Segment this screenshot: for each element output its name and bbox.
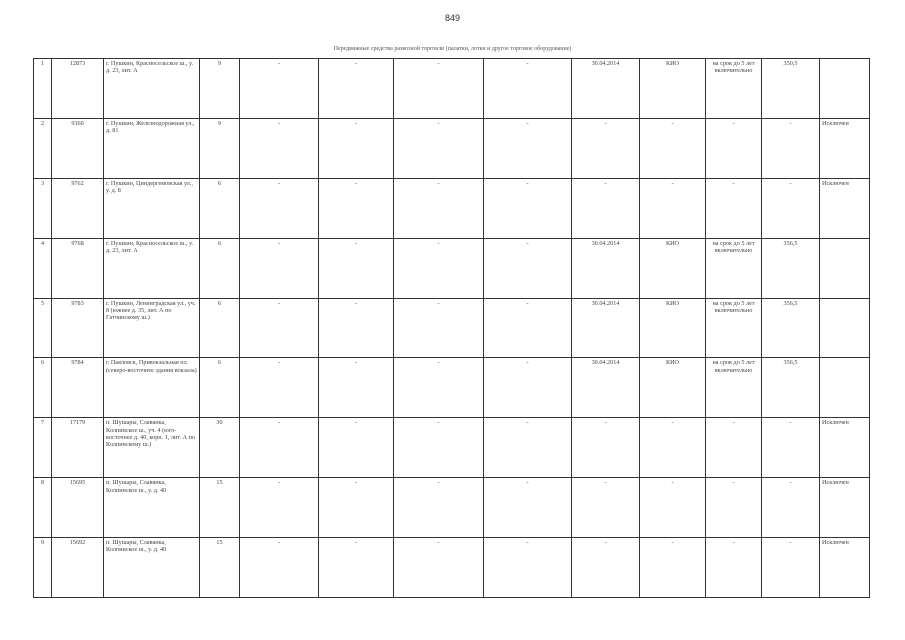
cell-col-6: - — [319, 178, 394, 238]
cell-col-6: - — [319, 118, 394, 178]
cell-date: 30.04.2014 — [572, 238, 640, 298]
cell-col-8: - — [484, 178, 572, 238]
cell-area: 6 — [200, 298, 240, 358]
cell-address: г. Пушкин, Циндергемовская ул., у. д. 8 — [104, 178, 200, 238]
cell-col-7: - — [394, 178, 484, 238]
table-row — [34, 418, 870, 478]
cell-area: 6 — [200, 238, 240, 298]
cell-term: на срок до 5 лет включительно — [706, 238, 762, 298]
cell-row-number: 9 — [34, 538, 52, 598]
cell-area: 9 — [200, 59, 240, 119]
table-caption: Передвижные средства развозной торговли (палатки, лотки и другое торговое оборудование) — [333, 46, 572, 52]
cell-object-id: 9762 — [52, 178, 104, 238]
cell-term: на срок до 5 лет включительно — [706, 298, 762, 358]
page-number: 849 — [444, 13, 461, 23]
cell-authority: КИО — [640, 298, 706, 358]
cell-col-8: - — [484, 238, 572, 298]
cell-object-id: 17179 — [52, 418, 104, 478]
cell-col-5: - — [240, 298, 319, 358]
table-row — [34, 118, 870, 178]
cell-object-id: 15695 — [52, 478, 104, 538]
cell-status — [820, 298, 870, 358]
cell-address: п. Шушары, Славянка, Колпинское ш., у. д. 40 — [104, 478, 200, 538]
cell-value: - — [762, 478, 820, 538]
cell-row-number: 2 — [34, 118, 52, 178]
cell-authority: - — [640, 478, 706, 538]
cell-status: Исключен — [820, 478, 870, 538]
cell-row-number: 7 — [34, 418, 52, 478]
table-row — [34, 59, 870, 119]
cell-col-6: - — [319, 238, 394, 298]
cell-address: г. Пушкин, Красносельское ш., у. д. 23, лит. А — [104, 238, 200, 298]
table-row — [34, 478, 870, 538]
cell-address: г. Пушкин, Красносельское ш., у. д. 23, лит. А — [104, 59, 200, 119]
cell-authority: - — [640, 418, 706, 478]
cell-object-id: 15692 — [52, 538, 104, 598]
cell-date: - — [572, 538, 640, 598]
cell-row-number: 6 — [34, 358, 52, 418]
cell-value: 350,5 — [762, 59, 820, 119]
cell-status — [820, 238, 870, 298]
cell-value: - — [762, 178, 820, 238]
cell-col-7: - — [394, 118, 484, 178]
cell-authority: - — [640, 538, 706, 598]
cell-status — [820, 59, 870, 119]
cell-date: 30.04.2014 — [572, 358, 640, 418]
cell-value: 356,5 — [762, 358, 820, 418]
cell-authority: КИО — [640, 238, 706, 298]
table-row — [34, 538, 870, 598]
cell-value: - — [762, 418, 820, 478]
cell-area: 30 — [200, 418, 240, 478]
cell-col-8: - — [484, 358, 572, 418]
cell-col-8: - — [484, 118, 572, 178]
cell-row-number: 3 — [34, 178, 52, 238]
cell-authority: КИО — [640, 59, 706, 119]
cell-col-7: - — [394, 538, 484, 598]
table-row — [34, 178, 870, 238]
cell-col-8: - — [484, 59, 572, 119]
cell-col-6: - — [319, 418, 394, 478]
cell-term: на срок до 5 лет включительно — [706, 59, 762, 119]
cell-object-id: 9783 — [52, 298, 104, 358]
cell-object-id: 12873 — [52, 59, 104, 119]
cell-col-8: - — [484, 538, 572, 598]
cell-row-number: 1 — [34, 59, 52, 119]
cell-address: г. Павловск, Привокзальная пл. (северо-восточнее здания вокзала) — [104, 358, 200, 418]
cell-col-5: - — [240, 478, 319, 538]
cell-object-id: 9360 — [52, 118, 104, 178]
cell-address: п. Шушары, Славянка, Колпинское ш., уч. 4 (юго-восточнее д. 40, корп. 1, лит. А по Колпинскому ш.) — [104, 418, 200, 478]
table-row — [34, 358, 870, 418]
cell-col-7: - — [394, 418, 484, 478]
cell-status: Исключен — [820, 538, 870, 598]
cell-col-5: - — [240, 118, 319, 178]
cell-value: - — [762, 538, 820, 598]
cell-date: - — [572, 178, 640, 238]
cell-area: 15 — [200, 538, 240, 598]
cell-row-number: 8 — [34, 478, 52, 538]
cell-col-7: - — [394, 238, 484, 298]
cell-col-5: - — [240, 358, 319, 418]
cell-status: Исключен — [820, 418, 870, 478]
cell-authority: - — [640, 178, 706, 238]
cell-col-5: - — [240, 178, 319, 238]
cell-term: - — [706, 538, 762, 598]
cell-authority: - — [640, 118, 706, 178]
cell-col-6: - — [319, 298, 394, 358]
cell-date: - — [572, 478, 640, 538]
cell-value: 356,5 — [762, 298, 820, 358]
cell-object-id: 9768 — [52, 238, 104, 298]
cell-address: г. Пушкин, Ленинградская ул., уч. 8 (южнее д. 35, лит. А по Гатчинскому ш.) — [104, 298, 200, 358]
cell-area: 9 — [200, 118, 240, 178]
cell-col-6: - — [319, 538, 394, 598]
cell-area: 6 — [200, 178, 240, 238]
cell-col-5: - — [240, 418, 319, 478]
cell-col-7: - — [394, 478, 484, 538]
cell-col-7: - — [394, 358, 484, 418]
cell-term: - — [706, 418, 762, 478]
cell-row-number: 4 — [34, 238, 52, 298]
cell-term: - — [706, 478, 762, 538]
cell-date: 30.04.2014 — [572, 298, 640, 358]
cell-col-6: - — [319, 358, 394, 418]
cell-date: 30.04.2014 — [572, 59, 640, 119]
cell-col-7: - — [394, 59, 484, 119]
registry-table — [33, 58, 870, 598]
cell-value: - — [762, 118, 820, 178]
cell-status — [820, 358, 870, 418]
cell-term: - — [706, 118, 762, 178]
cell-area: 6 — [200, 358, 240, 418]
cell-date: - — [572, 418, 640, 478]
cell-address: г. Пушкин, Железнодорожная ул., д. 81 — [104, 118, 200, 178]
cell-col-5: - — [240, 238, 319, 298]
cell-col-8: - — [484, 478, 572, 538]
cell-object-id: 9784 — [52, 358, 104, 418]
cell-row-number: 5 — [34, 298, 52, 358]
cell-area: 15 — [200, 478, 240, 538]
cell-authority: КИО — [640, 358, 706, 418]
cell-address: п. Шушары, Славянка, Колпинское ш., у. д. 40 — [104, 538, 200, 598]
cell-col-8: - — [484, 298, 572, 358]
cell-status: Исключен — [820, 178, 870, 238]
table-row — [34, 298, 870, 358]
cell-col-8: - — [484, 418, 572, 478]
cell-col-7: - — [394, 298, 484, 358]
cell-term: - — [706, 178, 762, 238]
cell-col-6: - — [319, 59, 394, 119]
cell-value: 356,5 — [762, 238, 820, 298]
cell-term: на срок до 5 лет включительно — [706, 358, 762, 418]
cell-col-5: - — [240, 538, 319, 598]
table-row — [34, 238, 870, 298]
cell-date: - — [572, 118, 640, 178]
cell-col-6: - — [319, 478, 394, 538]
cell-col-5: - — [240, 59, 319, 119]
cell-status: Исключен — [820, 118, 870, 178]
